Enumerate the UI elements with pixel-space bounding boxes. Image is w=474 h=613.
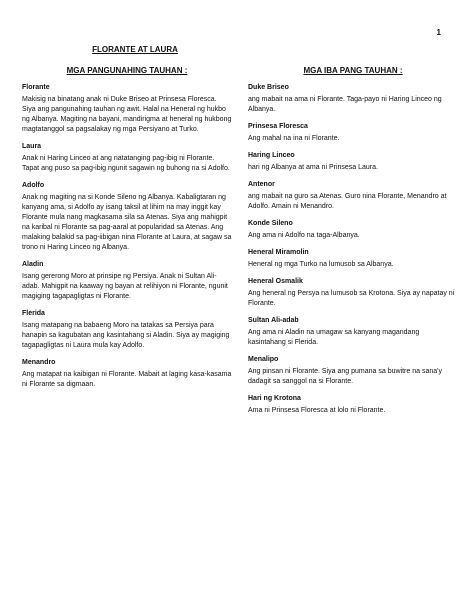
character-entry [248, 278, 458, 309]
other-characters-column [248, 66, 458, 424]
character-entry [22, 84, 232, 135]
character-entry [22, 310, 232, 351]
character-description: ang mabait na ama ni Florante. Taga-payo ni Haring Linceo ng Albanya. [248, 96, 442, 113]
character-name: Laura [22, 143, 42, 150]
character-name: Antenor [248, 181, 275, 188]
character-entry [248, 317, 458, 348]
character-name: Sultan Ali-adab [248, 317, 299, 324]
character-description: Ang ama ni Adolfo na taga-Albanya. [248, 232, 360, 239]
character-description: Anak ng magiting na si Konde Sileno ng Albanya. Kabaligtaran ng kanyang ama, si Adolfo ay isang taksil at lihim na may inggit kay Florante mula nang magkasama sila sa Atenas. Siya ang mahigpit na karibal ni Florante sa pag-aaral at popularidad sa Atenas. Ang malaking balakid sa pag-iibigan nina Florante at Laura, at sagaw sa trono ni Haring Linceo ng Albanya. [22, 194, 232, 251]
character-name: Heneral Osmalik [248, 278, 303, 285]
other-characters-heading: MGA IBA PANG TAUHAN : [303, 66, 403, 75]
main-characters-column [22, 66, 232, 398]
character-description: Ama ni Prinsesa Floresca at lolo ni Florante. [248, 407, 386, 414]
character-entry [248, 249, 458, 270]
character-name: Adolfo [22, 182, 45, 189]
character-description: Ang ama ni Aladin na umagaw sa kanyang magandang kasintahang si Flerida. [248, 329, 420, 346]
character-description: hari ng Albanya at ama ni Prinsesa Laura. [248, 164, 378, 171]
character-name: Aladin [22, 261, 44, 268]
character-entry [248, 84, 458, 115]
character-name: Heneral Miramolin [248, 249, 309, 256]
character-entry [248, 123, 458, 144]
character-name: Konde Sileno [248, 220, 293, 227]
page-number: 1 [436, 28, 441, 37]
character-name: Haring Linceo [248, 152, 295, 159]
character-name: Prinsesa Floresca [248, 123, 308, 130]
main-characters-heading: MGA PANGUNAHING TAUHAN : [66, 66, 188, 75]
character-entry [248, 395, 458, 416]
character-entry [248, 152, 458, 173]
character-description: ang mabait na guro sa Atenas. Guro nina Florante, Menandro at Adolfo. Amain ni Menandro. [248, 193, 447, 210]
character-description: Heneral ng mga Turko na lumusob sa Albanya. [248, 261, 394, 268]
document-title: FLORANTE AT LAURA [92, 45, 178, 54]
character-description: Isang matapang na babaeng Moro na tatakas sa Persiya para hanapin sa kagubatan ang kasintahang si Aladin. Siya ay magiging tagapagligtas ni Laura mula kay Adolfo. [22, 322, 230, 349]
character-description: Makisig na binatang anak ni Duke Briseo at Prinsesa Floresca. Siya ang pangunahing tauhan ng awit. Halal na Heneral ng hukbo ng Albanya. Magiting na bayani, mandirigma at heneral ng hukbong magtatanggol sa pagsalakay ng mga Persiyano at Turko. [22, 96, 232, 133]
character-name: Hari ng Krotona [248, 395, 301, 402]
character-description: Ang matapat na kaibigan ni Florante. Mabait at laging kasa-kasama ni Florante sa digmaan. [22, 371, 232, 388]
character-entry [248, 181, 458, 212]
character-name: Florante [22, 84, 50, 91]
character-name: Flerida [22, 310, 45, 317]
character-description: Ang pinsan ni Florante. Siya ang pumana sa buwitre na sana'y dadagit sa sanggol na si Florante. [248, 368, 442, 385]
character-description: Ang heneral ng Persya na lumusob sa Krotona. Siya ay napatay ni Florante. [248, 290, 455, 307]
character-name: Menalipo [248, 356, 279, 363]
character-name: Duke Briseo [248, 84, 289, 91]
character-entry [248, 356, 458, 387]
character-entry [22, 359, 232, 390]
character-description: Anak ni Haring Linceo at ang natatanging pag-ibig ni Florante. Tapat ang puso sa pag-ibig ngunit sagawin ng buhong na si Adolfo. [22, 155, 230, 172]
character-entry [22, 182, 232, 253]
character-description: Ang mahal na ina ni Florante. [248, 135, 340, 142]
character-name: Menandro [22, 359, 56, 366]
character-entry [22, 143, 232, 174]
character-entry [22, 261, 232, 302]
character-entry [248, 220, 458, 241]
character-description: Isang gererong Moro at prinsipe ng Persiya. Anak ni Sultan Ali-adab. Mahigpit na kaaway ng bayan at relihiyon ni Florante, ngunit magiging tagapagligtas ni Florante. [22, 273, 228, 300]
